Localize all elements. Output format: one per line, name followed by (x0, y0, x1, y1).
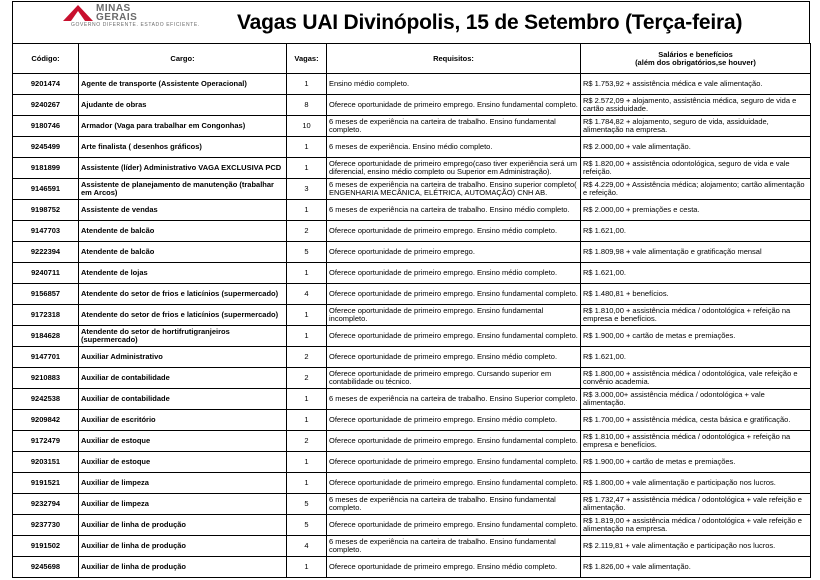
table-row (13, 452, 811, 473)
cell-salario: R$ 1.819,00 + assistência médica / odontológica + vale refeição e alimentação na empresa. (581, 515, 811, 536)
cell-cargo: Atendente do setor de hortifrutigranjeiros (supermercado) (79, 326, 287, 347)
cell-salario: R$ 1.621,00. (581, 347, 811, 368)
cell-vagas: 5 (287, 494, 327, 515)
cell-cargo: Auxiliar de contabilidade (79, 368, 287, 389)
cell-requisitos: Oferece oportunidade de primeiro emprego. Ensino fundamental completo. (327, 95, 581, 116)
cell-requisitos: Oferece oportunidade de primeiro emprego. Ensino médio completo. (327, 557, 581, 578)
table-row (13, 473, 811, 494)
cell-salario: R$ 2.572,09 + alojamento, assistência médica, seguro de vida e cartão assiduidade. (581, 95, 811, 116)
cell-cargo: Atendente de lojas (79, 263, 287, 284)
cell-requisitos: Oferece oportunidade de primeiro emprego(caso tiver experiência será um diferencial, ensino médio completo ou Superior em Administração). (327, 158, 581, 179)
cell-vagas: 1 (287, 137, 327, 158)
cell-requisitos: Ensino médio completo. (327, 74, 581, 95)
cell-codigo: 9172318 (13, 305, 79, 326)
cell-vagas: 4 (287, 536, 327, 557)
cell-codigo: 9237730 (13, 515, 79, 536)
cell-codigo: 9222394 (13, 242, 79, 263)
cell-cargo: Auxiliar de linha de produção (79, 536, 287, 557)
cell-requisitos: 6 meses de experiência. Ensino médio completo. (327, 137, 581, 158)
header-salarios-line2: (além dos obrigatórios,se houver) (635, 57, 756, 67)
cell-vagas: 5 (287, 242, 327, 263)
cell-codigo: 9191521 (13, 473, 79, 494)
cell-vagas: 2 (287, 347, 327, 368)
table-row (13, 158, 811, 179)
cell-cargo: Assistente de planejamento de manutenção (trabalhar em Arcos) (79, 179, 287, 200)
table-header-row (13, 44, 811, 74)
cell-vagas: 1 (287, 305, 327, 326)
cell-cargo: Auxiliar de escritório (79, 410, 287, 431)
cell-cargo: Arte finalista ( desenhos gráficos) (79, 137, 287, 158)
cell-cargo: Auxiliar de limpeza (79, 473, 287, 494)
cell-salario: R$ 1.900,00 + cartão de metas e premiações. (581, 452, 811, 473)
cell-requisitos: 6 meses de experiência na carteira de trabalho. Ensino fundamental completo. (327, 494, 581, 515)
cell-requisitos: Oferece oportunidade de primeiro emprego. Ensino médio completo. (327, 263, 581, 284)
cell-codigo: 9147701 (13, 347, 79, 368)
cell-vagas: 1 (287, 263, 327, 284)
cell-codigo: 9156857 (13, 284, 79, 305)
table-row (13, 389, 811, 410)
cell-cargo: Auxiliar de estoque (79, 452, 287, 473)
cell-codigo: 9201474 (13, 74, 79, 95)
table-row (13, 536, 811, 557)
cell-salario: R$ 1.810,00 + assistência médica / odontológica + refeição na empresa e benefícios. (581, 431, 811, 452)
cell-cargo: Atendente de balcão (79, 242, 287, 263)
cell-cargo: Auxiliar de estoque (79, 431, 287, 452)
cell-vagas: 2 (287, 431, 327, 452)
cell-requisitos: 6 meses de experiência na carteira de trabalho. Ensino médio completo. (327, 200, 581, 221)
header-salarios-line1: Salários e benefícios (658, 49, 733, 59)
cell-requisitos: Oferece oportunidade de primeiro emprego. Ensino médio completo. (327, 410, 581, 431)
table-row (13, 137, 811, 158)
cell-salario: R$ 1.820,00 + assistência odontológica, seguro de vida e vale refeição. (581, 158, 811, 179)
cell-cargo: Auxiliar Administrativo (79, 347, 287, 368)
page-header (12, 1, 810, 43)
cell-codigo: 9181899 (13, 158, 79, 179)
cell-requisitos: Oferece oportunidade de primeiro emprego. Ensino fundamental completo. (327, 515, 581, 536)
cell-salario: R$ 1.700,00 + assistência médica, cesta básica e gratificação. (581, 410, 811, 431)
table-row (13, 263, 811, 284)
cell-codigo: 9240711 (13, 263, 79, 284)
cell-codigo: 9180746 (13, 116, 79, 137)
cell-vagas: 8 (287, 95, 327, 116)
cell-requisitos: Oferece oportunidade de primeiro emprego. Ensino médio completo. (327, 221, 581, 242)
table-body (13, 74, 811, 578)
cell-requisitos: 6 meses de experiência na carteira de trabalho. Ensino fundamental completo. (327, 536, 581, 557)
cell-codigo: 9172479 (13, 431, 79, 452)
cell-salario: R$ 1.621,00. (581, 263, 811, 284)
cell-vagas: 5 (287, 515, 327, 536)
cell-codigo: 9245499 (13, 137, 79, 158)
cell-salario: R$ 1.800,00 + assistência médica / odontológica, vale refeição e convênio academia. (581, 368, 811, 389)
header-codigo: Código: (13, 44, 79, 74)
cell-cargo: Assistente (líder) Administrativo VAGA EXCLUSIVA PCD (79, 158, 287, 179)
cell-codigo: 9232794 (13, 494, 79, 515)
cell-salario: R$ 1.480,81 + benefícios. (581, 284, 811, 305)
page-title: Vagas UAI Divinópolis, 15 de Setembro (Terça-feira) (237, 11, 743, 34)
cell-codigo: 9209842 (13, 410, 79, 431)
cell-salario: R$ 2.000,00 + premiações e cesta. (581, 200, 811, 221)
cell-salario: R$ 2.000,00 + vale alimentação. (581, 137, 811, 158)
cell-salario: R$ 1.826,00 + vale alimentação. (581, 557, 811, 578)
table-row (13, 200, 811, 221)
cell-vagas: 3 (287, 179, 327, 200)
table-row (13, 242, 811, 263)
cell-salario: R$ 1.810,00 + assistência médica / odontológica + refeição na empresa e benefícios. (581, 305, 811, 326)
table-row (13, 557, 811, 578)
cell-vagas: 4 (287, 284, 327, 305)
table-row (13, 74, 811, 95)
header-vagas: Vagas: (287, 44, 327, 74)
cell-requisitos: 6 meses de experiência na carteira de trabalho. Ensino fundamental completo. (327, 116, 581, 137)
cell-salario: R$ 1.732,47 + assistência médica / odontológica + vale refeição e alimentação. (581, 494, 811, 515)
table-row (13, 179, 811, 200)
cell-codigo: 9240267 (13, 95, 79, 116)
table-row (13, 368, 811, 389)
cell-codigo: 9198752 (13, 200, 79, 221)
cell-codigo: 9147703 (13, 221, 79, 242)
cell-requisitos: 6 meses de experiência na carteira de trabalho. Ensino superior completo( ENGENHARIA MECÂNICA, ELÉTRICA, AUTOMAÇÃO) CNH AB. (327, 179, 581, 200)
table-row (13, 326, 811, 347)
cell-requisitos: Oferece oportunidade de primeiro emprego. Ensino fundamental incompleto. (327, 305, 581, 326)
cell-codigo: 9210883 (13, 368, 79, 389)
cell-salario: R$ 1.621,00. (581, 221, 811, 242)
cell-vagas: 1 (287, 326, 327, 347)
minas-gerais-logo (49, 3, 200, 28)
cell-cargo: Atendente do setor de frios e laticínios (supermercado) (79, 284, 287, 305)
cell-cargo: Atendente do setor de frios e laticínios (supermercado) (79, 305, 287, 326)
table-row (13, 305, 811, 326)
header-salarios (581, 44, 811, 74)
table-row (13, 95, 811, 116)
logo-text (96, 4, 137, 22)
table-row (13, 284, 811, 305)
cell-cargo: Atendente de balcão (79, 221, 287, 242)
cell-vagas: 1 (287, 452, 327, 473)
cell-requisitos: 6 meses de experiência na carteira de trabalho. Ensino Superior completo. (327, 389, 581, 410)
logo-slogan: GOVERNO DIFERENTE. ESTADO EFICIENTE. (71, 22, 200, 28)
cell-salario: R$ 2.119,81 + vale alimentação e participação nos lucros. (581, 536, 811, 557)
cell-requisitos: Oferece oportunidade de primeiro emprego. Ensino fundamental completo. (327, 284, 581, 305)
cell-cargo: Auxiliar de contabilidade (79, 389, 287, 410)
cell-requisitos: Oferece oportunidade de primeiro emprego. Ensino fundamental completo. (327, 431, 581, 452)
table-row (13, 221, 811, 242)
table-row (13, 116, 811, 137)
cell-vagas: 1 (287, 200, 327, 221)
cell-vagas: 1 (287, 158, 327, 179)
cell-codigo: 9242538 (13, 389, 79, 410)
cell-requisitos: Oferece oportunidade de primeiro emprego. Ensino fundamental completo. (327, 473, 581, 494)
jobs-table (12, 43, 811, 578)
cell-requisitos: Oferece oportunidade de primeiro emprego. Ensino fundamental completo. (327, 452, 581, 473)
cell-vagas: 2 (287, 368, 327, 389)
cell-cargo: Agente de transporte (Assistente Operacional) (79, 74, 287, 95)
cell-requisitos: Oferece oportunidade de primeiro emprego. Ensino médio completo. (327, 347, 581, 368)
cell-codigo: 9146591 (13, 179, 79, 200)
cell-vagas: 1 (287, 389, 327, 410)
table-row (13, 410, 811, 431)
table-row (13, 347, 811, 368)
triangle-logo-icon (63, 5, 93, 21)
cell-codigo: 9203151 (13, 452, 79, 473)
table-row (13, 515, 811, 536)
header-cargo: Cargo: (79, 44, 287, 74)
cell-salario: R$ 1.809,98 + vale alimentação e gratificação mensal (581, 242, 811, 263)
logo-line2: GERAIS (96, 12, 138, 23)
cell-salario: R$ 1.900,00 + cartão de metas e premiações. (581, 326, 811, 347)
header-requisitos: Requisitos: (327, 44, 581, 74)
table-row (13, 494, 811, 515)
cell-salario: R$ 4.229,00 + Assistência médica; alojamento; cartão alimentação e refeição. (581, 179, 811, 200)
cell-cargo: Ajudante de obras (79, 95, 287, 116)
cell-salario: R$ 1.753,92 + assistência médica e vale alimentação. (581, 74, 811, 95)
cell-vagas: 10 (287, 116, 327, 137)
cell-codigo: 9184628 (13, 326, 79, 347)
logo-line1: MINAS (96, 3, 131, 14)
cell-cargo: Assistente de vendas (79, 200, 287, 221)
cell-vagas: 1 (287, 74, 327, 95)
cell-salario: R$ 1.784,82 + alojamento, seguro de vida, assiduidade, alimentação na empresa. (581, 116, 811, 137)
table-row (13, 431, 811, 452)
cell-cargo: Auxiliar de linha de produção (79, 515, 287, 536)
cell-requisitos: Oferece oportunidade de primeiro emprego. (327, 242, 581, 263)
cell-cargo: Auxiliar de linha de produção (79, 557, 287, 578)
cell-codigo: 9245698 (13, 557, 79, 578)
cell-salario: R$ 3.000,00+ assistência médica / odontológica + vale alimentação. (581, 389, 811, 410)
cell-vagas: 1 (287, 473, 327, 494)
cell-codigo: 9191502 (13, 536, 79, 557)
cell-cargo: Auxiliar de limpeza (79, 494, 287, 515)
cell-cargo: Armador (Vaga para trabalhar em Congonhas) (79, 116, 287, 137)
cell-requisitos: Oferece oportunidade de primeiro emprego. Cursando superior em contabilidade ou técnico. (327, 368, 581, 389)
cell-salario: R$ 1.800,00 + vale alimentação e participação nos lucros. (581, 473, 811, 494)
cell-vagas: 1 (287, 410, 327, 431)
cell-vagas: 1 (287, 557, 327, 578)
cell-vagas: 2 (287, 221, 327, 242)
cell-requisitos: Oferece oportunidade de primeiro emprego. Ensino fundamental completo. (327, 326, 581, 347)
